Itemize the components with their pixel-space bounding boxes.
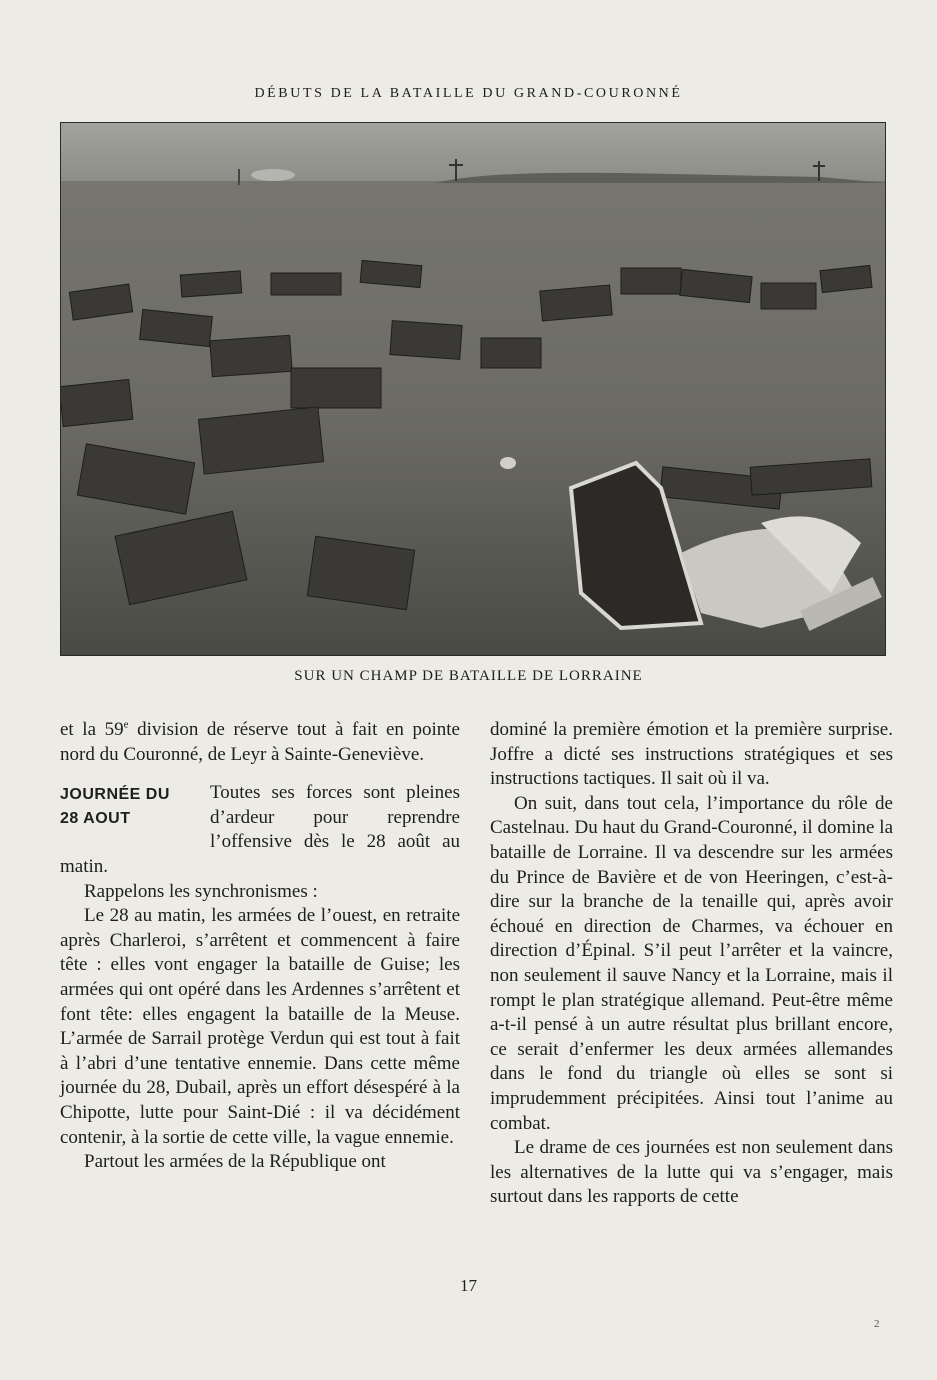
page-number: 17 — [460, 1276, 477, 1295]
left-paragraph-4: Le 28 au matin, les armées de l’ouest, en retraite après Charleroi, s’arrêtent et commencent à faire tête : elles vont engager la bataille de Guise; les armées qui ont opéré dans les Ardennes s’arrêtent et font tête: elles engagent la bataille de la Meuse. L’armée de Sarrail protège Verdun qui est tout à fait à l’abri d’une tentative ennemie. Dans cette même journée du 28, Dubail, après un effort désespéré à la Chipotte, lutte pour Saint-Dié : il va décidément contenir, à la sortie de cette ville, la vague ennemie. — [60, 905, 460, 1148]
side-heading — [60, 783, 210, 831]
left-paragraph-journee — [60, 781, 460, 879]
left-paragraph-1 — [60, 718, 460, 767]
battlefield-photo — [60, 122, 886, 656]
running-title: DÉBUTS DE LA BATAILLE DU GRAND-COURONNÉ — [254, 86, 683, 101]
p1-text-end: division de réserve tout à fait en pointe nord du Couronné, de Leyr à Sainte-Geneviève. — [60, 719, 460, 765]
left-paragraph-3: Rappelons les synchronismes : — [84, 880, 318, 902]
side-heading-line-1: JOURNÉE DU — [60, 786, 170, 804]
right-paragraph-3: Le drame de ces journées est non seulement dans les alternatives de la lutte qui va s’engager, mais surtout dans les rapports de cette — [490, 1137, 893, 1208]
side-heading-line-2: 28 AOUT — [60, 810, 131, 828]
right-paragraph-1: dominé la première émotion et la première surprise. Joffre a dicté ses instructions stratégiques et ses instructions tactiques. Il sait où il va. — [490, 719, 893, 790]
right-column — [490, 718, 893, 1210]
p1-text-start: et la 59 — [60, 719, 124, 740]
corner-mark: 2 — [874, 1318, 880, 1330]
left-paragraph-2: Toutes ses forces sont pleines d’ardeur pour reprendre l’offensive dès le 28 août au matin. — [60, 782, 460, 877]
right-paragraph-2: On suit, dans tout cela, l’importance du rôle de Castelnau. Du haut du Grand-Couronné, il domine la bataille de Lorraine. Il va descendre sur les armées du Prince de Bavière et de von Heeringen, c’est-à-dire sur la branche de la tenaille qui, après avoir échoué en direction de Charmes, va échouer en direction d’Épinal. S’il peut l’arrêter et la vaincre, non seulement il sauve Nancy et la Lorraine, mais il rompt le plan stratégique allemand. Peut-être même a-t-il pensé à un autre résultat plus brillant encore, ce serait d’enfermer les deux armées allemandes dans le fond du triangle où elles se sont si imprudemment précipitées. Ainsi tout l’anime au combat. — [490, 792, 893, 1134]
ordinal-superscript: e — [123, 718, 129, 731]
left-column — [60, 718, 460, 1175]
photo-caption: SUR UN CHAMP DE BATAILLE DE LORRAINE — [294, 668, 643, 684]
left-paragraph-5: Partout les armées de la République ont — [84, 1151, 386, 1173]
